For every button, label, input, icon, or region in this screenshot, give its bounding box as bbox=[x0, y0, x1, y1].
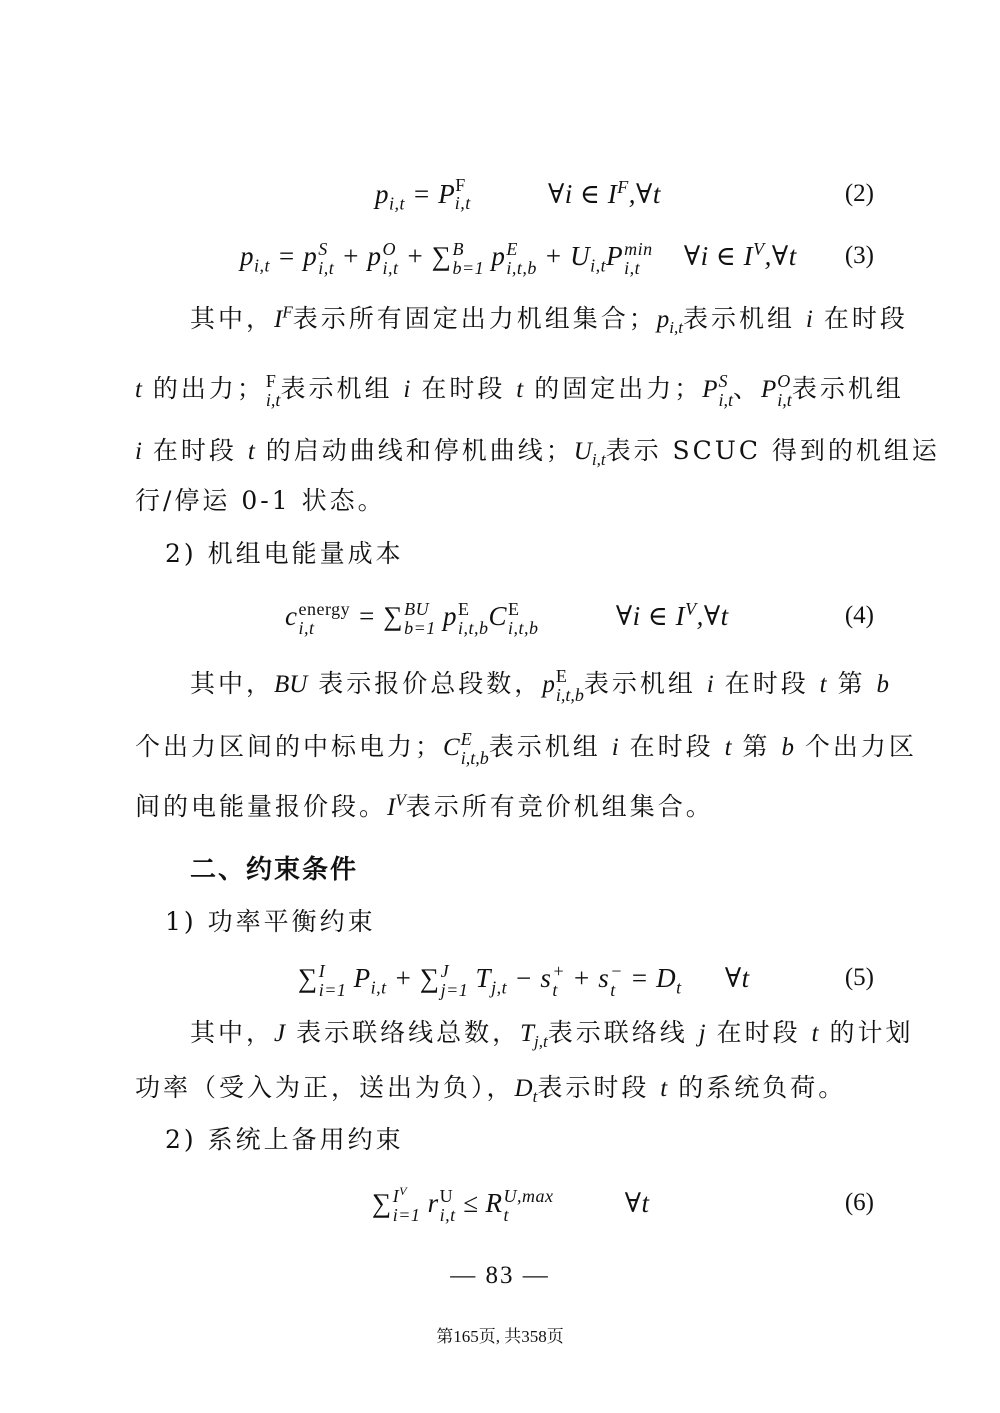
equation-2: $p_{i,t} = P^F_{i,t}$ ∀i ∈ $I^F,\forall t$ bbox=[375, 175, 661, 214]
paragraph-line: 功率（受入为正，送出为负），$D_t$表示时段 t 的系统负荷。 bbox=[135, 1073, 847, 1106]
equation-number: (4) bbox=[844, 602, 874, 629]
paragraph-line: i 在时段 t 的启动曲线和停机曲线；$U_{i,t}$表示 SCUC 得到的机组运 bbox=[135, 436, 940, 469]
paragraph-line: 其中，$I^F$表示所有固定出力机组集合；$p_{i,t}$表示机组 i 在时段 bbox=[190, 302, 908, 337]
section-heading: 二、约束条件 bbox=[190, 855, 359, 885]
paragraph-line: t 的出力； F i,t 表示机组 i 在时段 t 的固定出力；P S i,t 、P O i,t 表示机组 bbox=[135, 371, 904, 411]
equation-number: (3) bbox=[844, 242, 874, 269]
paragraph-line: 间的电能量报价段。$I^V$表示所有竞价机组集合。 bbox=[135, 790, 714, 821]
item-title: 1) 功率平衡约束 bbox=[165, 907, 376, 936]
equation-3: $p_{i,t} = p$ S i,t + p O i,t + ∑ B b=1 p E i,t,b + $U_{i,t}P$ min i,t ∀i ∈ $I^V,\forall t$ bbox=[240, 238, 797, 278]
item-title: 2) 机组电能量成本 bbox=[165, 539, 404, 568]
paragraph-line: 其中，J 表示联络线总数，$T_{j,t}$表示联络线 j 在时段 t 的计划 bbox=[190, 1018, 914, 1051]
page-number: — 83 — bbox=[450, 1262, 550, 1289]
paragraph-line: 行/停运 0-1 状态。 bbox=[135, 486, 386, 515]
equation-number: (5) bbox=[844, 964, 874, 991]
equation-5: ∑ I i=1 $P_{i,t}$ + ∑ J j=1 $T_{j,t} - s$ + t + s − t = $D_t$ ∀t bbox=[298, 960, 750, 1000]
paragraph-line: 个出力区间的中标电力；C E i,t,b 表示机组 i 在时段 t 第 b 个出力区 bbox=[135, 729, 917, 769]
equation-4: c energy i,t = ∑ BU b=1 p E i,t,b C E i,t,b ∀i ∈ $I^V,\forall t$ bbox=[285, 598, 729, 638]
equation-number: (2) bbox=[844, 180, 874, 207]
item-title: 2) 系统上备用约束 bbox=[165, 1125, 404, 1154]
paragraph-line: 其中，BU 表示报价总段数，p E i,t,b 表示机组 i 在时段 t 第 b bbox=[190, 666, 890, 706]
equation-6: ∑ $I^V$ i=1 r U i,t ≤ R U,max t ∀t bbox=[372, 1183, 650, 1225]
page-footer: 第165页, 共358页 bbox=[436, 1327, 564, 1346]
equation-number: (6) bbox=[844, 1189, 874, 1216]
